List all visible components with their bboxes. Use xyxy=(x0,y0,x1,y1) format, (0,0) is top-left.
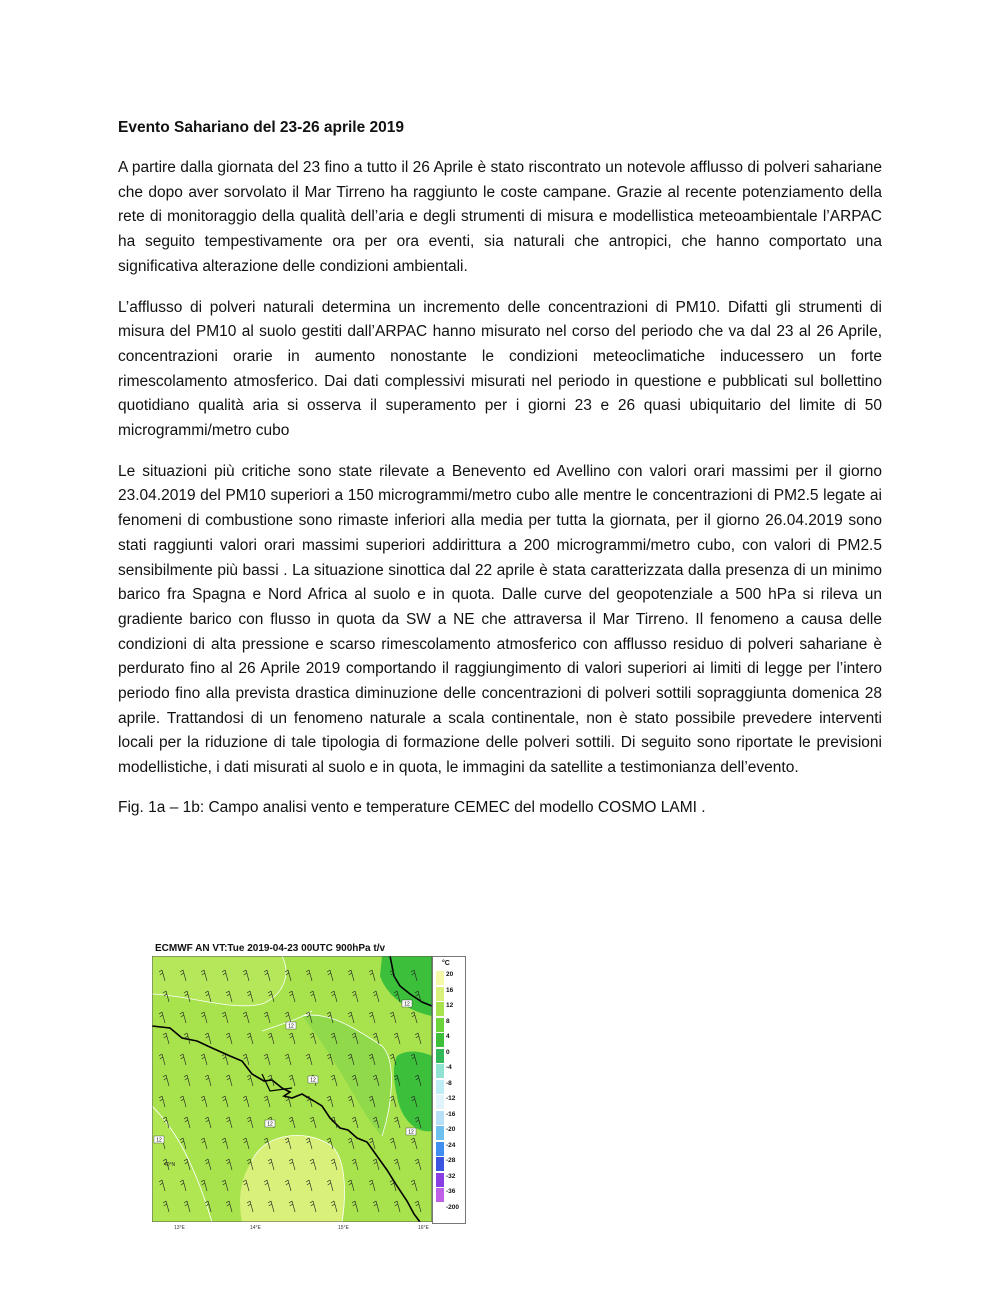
legend-swatch xyxy=(436,1018,444,1032)
contour-label: 12 xyxy=(288,1023,294,1030)
legend-label: 12 xyxy=(446,1002,454,1009)
x-tick-label: 15°E xyxy=(338,1225,349,1231)
legend-swatch xyxy=(436,1033,444,1047)
legend-swatch xyxy=(436,1002,444,1016)
legend-label: -28 xyxy=(446,1157,456,1164)
legend-label: -200 xyxy=(446,1203,460,1211)
legend-entry xyxy=(436,1111,464,1125)
legend-swatch xyxy=(436,1188,444,1202)
legend-swatch xyxy=(436,987,444,1001)
legend-label: 20 xyxy=(446,971,454,978)
legend-label: -24 xyxy=(446,1141,456,1149)
legend-swatch xyxy=(436,1049,444,1063)
legend-entry xyxy=(436,1095,464,1109)
legend-label: 8 xyxy=(446,1017,450,1025)
legend-entry xyxy=(436,1018,464,1032)
latitude-label: 40°N xyxy=(164,1162,176,1168)
legend-entry xyxy=(436,1204,464,1218)
paragraph-1: A partire dalla giornata del 23 fino a tutto il 26 Aprile è stato riscontrato un notevole afflusso di polveri sahariane che dopo aver sorvolato il Mar Tirreno ha raggiunto le coste campane. Grazie al recente potenziamento della rete di monitoraggio della qualità dell’aria e degli strumenti di misura e modellistica meteoambientale l’ARPAC ha seguito tempestivamente ora per ora eventi, sia naturali che antropici, che hanno comportato una significativa alterazione delle condizioni ambientali. xyxy=(118,159,882,275)
legend-label: 4 xyxy=(446,1033,450,1040)
legend-label: -8 xyxy=(446,1079,452,1087)
temperature-wind-map xyxy=(152,956,432,1222)
legend-swatch xyxy=(436,1095,444,1109)
legend-entry xyxy=(436,971,464,985)
legend-entry xyxy=(436,1157,464,1171)
legend-swatch xyxy=(436,1173,444,1187)
legend-entry xyxy=(436,1002,464,1016)
legend-label: -16 xyxy=(446,1110,456,1118)
legend-entry xyxy=(436,1126,464,1140)
legend-entry xyxy=(436,987,464,1001)
map-title: ECMWF AN VT:Tue 2019-04-23 00UTC 900hPa t/v xyxy=(155,943,386,954)
legend-swatch xyxy=(436,1064,444,1078)
document-title: Evento Sahariano del 23-26 aprile 2019 xyxy=(118,119,405,136)
paragraph-3: Le situazioni più critiche sono state rilevate a Benevento ed Avellino con valori orari massimi per il giorno 23.04.2019 del PM10 superiori a 150 microgrammi/metro cubo alle mentre le concentrazioni di PM2.5 legate ai fenomeni di combustione sono rimaste inferiori alla media per tutta la giornata, per il giorno 26.04.2019 sono stati raggiunti valori orari massimi superiori addirittura a 200 microgrammi/metro cubo, con valori di PM2.5 sensibilmente più bassi . La situazione sinottica dal 22 aprile è stata caratterizzata dalla presenza di un minimo barico fra Spagna e Nord Africa al suolo e in quota. Dalle curve del geopotenziale a 500 hPa si rileva un gradiente barico con flusso in quota da SW a NE che attraversa il Mar Tirreno. Il fenomeno a causa delle condizioni di alta pressione e scarso rimescolamento atmosferico con afflusso residuo di polveri sahariane è perdurato fino al 26 Aprile 2019 comportando il raggiungimento di valori superiori ai limiti di legge per l’intero periodo fino alla prevista drastica diminuzione delle concentrazioni di polveri sottili sopraggiunta domenica 28 aprile. Trattandosi di un fenomeno naturale a scala continentale, non è stato possibile prevedere interventi locali per la riduzione di tale tipologia di formazione delle polveri sottili. Di seguito sono riportate le previsioni modellistiche, i dati misurati al suolo e in quota, le immagini da satellite a testimonianza dell’evento. xyxy=(118,462,882,777)
legend-label: -32 xyxy=(446,1172,456,1180)
legend-label: -4 xyxy=(446,1064,452,1071)
legend-entry xyxy=(436,1064,464,1078)
legend-entry xyxy=(436,1049,464,1063)
legend-unit: °C xyxy=(442,960,450,967)
legend-swatch xyxy=(436,1080,444,1094)
contour-label: 12 xyxy=(156,1137,162,1144)
temperature-legend xyxy=(432,956,466,1224)
legend-label: -12 xyxy=(446,1095,456,1102)
x-tick-label: 16°E xyxy=(418,1225,429,1231)
legend-swatch xyxy=(436,971,444,985)
legend-entry xyxy=(436,1142,464,1156)
legend-entry xyxy=(436,1033,464,1047)
legend-swatch xyxy=(436,1142,444,1156)
x-tick-label: 14°E xyxy=(250,1225,261,1231)
contour-label: 12 xyxy=(310,1077,316,1084)
weather-map-figure xyxy=(148,940,468,1230)
x-tick-label: 13°E xyxy=(174,1225,185,1231)
legend-label: 16 xyxy=(446,986,454,994)
legend-entry xyxy=(436,1080,464,1094)
paragraph-2: L’afflusso di polveri naturali determina un incremento delle concentrazioni di PM10. Difatti gli strumenti di misura del PM10 al suolo gestiti dall’ARPAC hanno misurato nel corso del periodo che va dal 23 al 26 Aprile, concentrazioni orarie in aumento nonostante le condizioni meteoclimatiche inducessero un forte rimescolamento atmosferico. Dai dati complessivi misurati nel periodo in questione e pubblicati sul bollettino quotidiano qualità aria si osserva il superamento per i giorni 23 e 26 quasi ubiquitario del limite di 50 microgrammi/metro cubo xyxy=(118,298,882,440)
legend-swatch xyxy=(436,1204,444,1218)
legend-swatch xyxy=(436,1126,444,1140)
document-body xyxy=(118,118,882,819)
figure-caption: Fig. 1a – 1b: Campo analisi vento e temperature CEMEC del modello COSMO LAMI . xyxy=(118,798,706,816)
legend-entry xyxy=(436,1173,464,1187)
legend-swatch xyxy=(436,1157,444,1171)
legend-swatch xyxy=(436,1111,444,1125)
legend-label: -36 xyxy=(446,1188,456,1195)
legend-label: 0 xyxy=(446,1048,450,1056)
contour-label: 12 xyxy=(267,1121,273,1128)
legend-entry xyxy=(436,1188,464,1202)
contour-label: 12 xyxy=(408,1129,414,1136)
contour-label: 12 xyxy=(404,1001,410,1008)
legend-label: -20 xyxy=(446,1126,456,1133)
